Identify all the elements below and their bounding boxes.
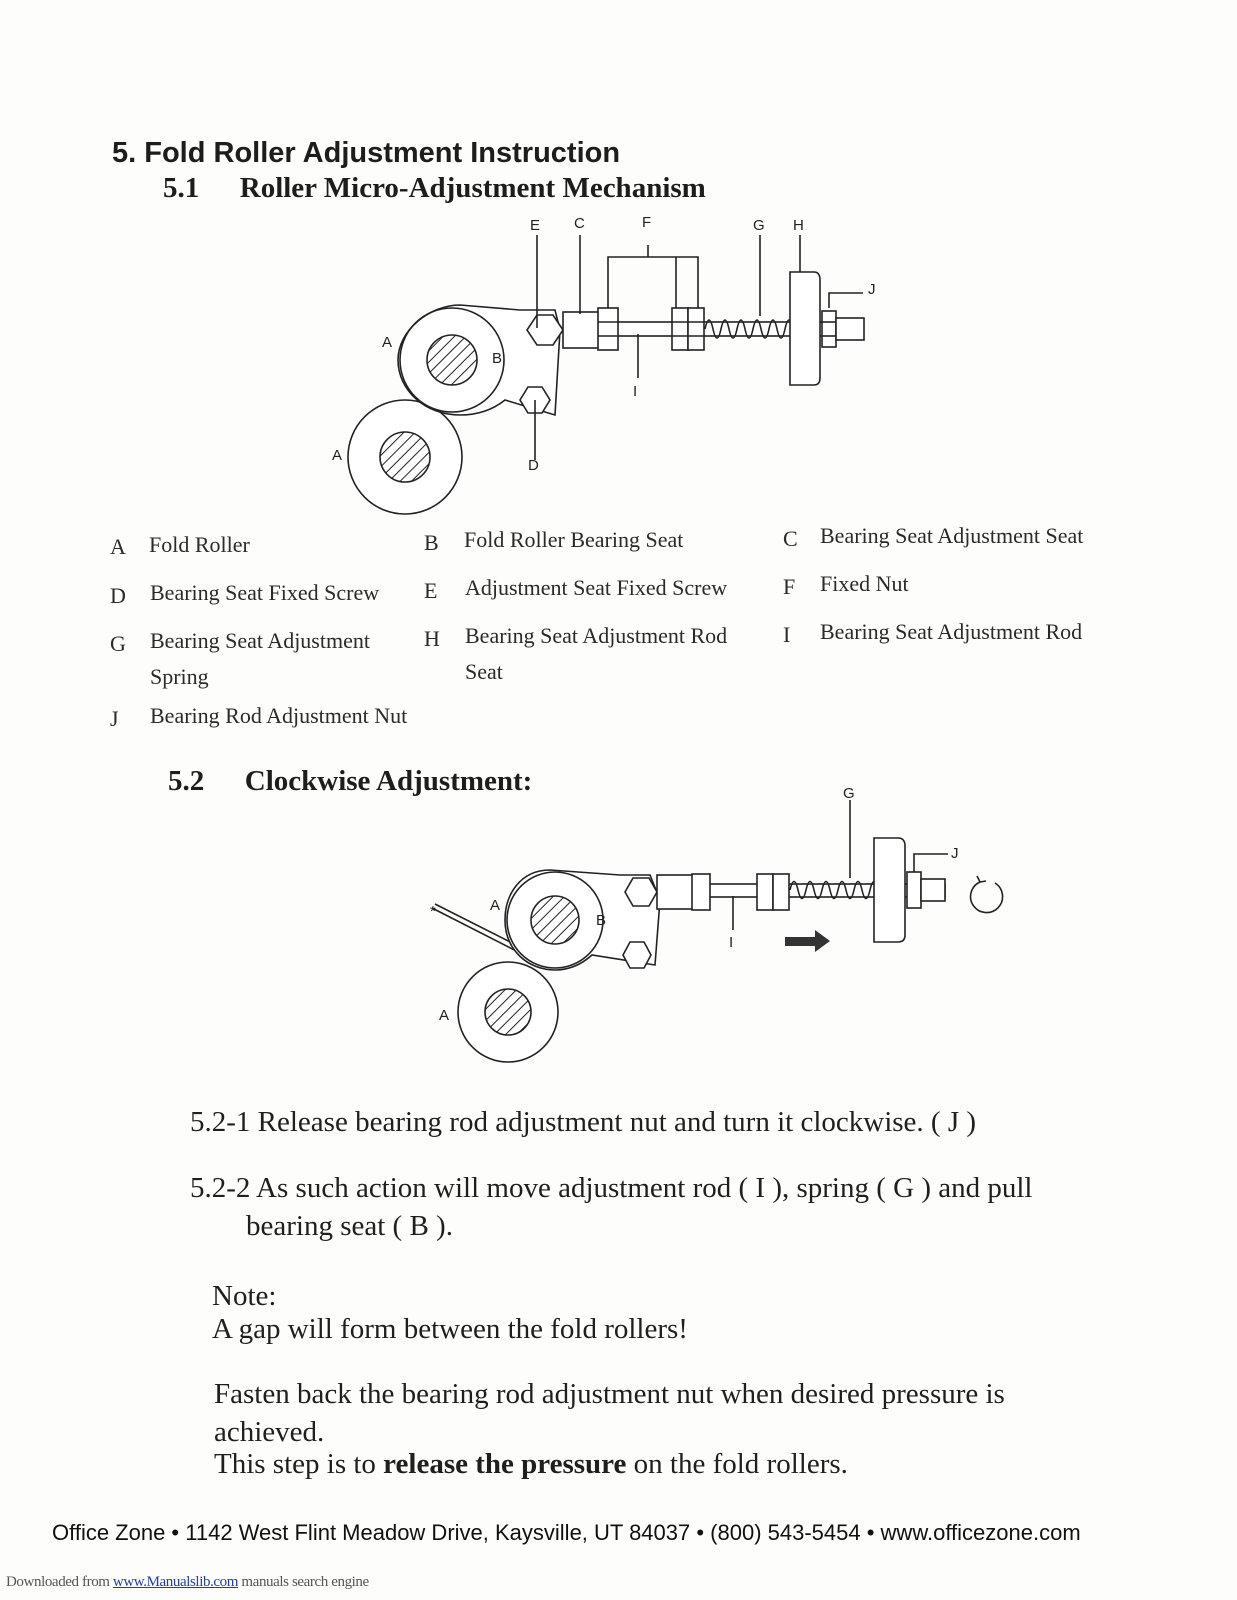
- asterisk-mark: *: [430, 903, 436, 920]
- section-title: 5. Fold Roller Adjustment Instruction: [112, 137, 621, 169]
- subsection-title: Clockwise Adjustment:: [244, 765, 533, 797]
- subsection-title: Roller Micro-Adjustment Mechanism: [239, 172, 706, 204]
- rod-seat-plate: [790, 272, 820, 385]
- step-5-2-2-line1: 5.2-2 As such action will move adjustment rod ( I ), spring ( G ) and pull: [190, 1172, 1033, 1204]
- note-label: Note:: [212, 1280, 277, 1312]
- fixed-nut-3: [688, 308, 704, 350]
- bearing-seat-fixed-screw: [623, 942, 651, 968]
- download-credit: Downloaded from www.Manualslib.com manuals search engine: [6, 1574, 369, 1590]
- note-line-4: This step is to release the pressure on the fold rollers.: [214, 1448, 848, 1480]
- subsection-number: 5.1: [163, 172, 200, 204]
- emphasis-release-pressure: release the pressure: [383, 1448, 627, 1480]
- label-A-upper: A: [382, 334, 393, 351]
- fixed-nut-3: [773, 874, 789, 910]
- lower-roller-shaft: [485, 989, 531, 1035]
- label-E: E: [530, 217, 541, 234]
- label-G: G: [753, 217, 765, 234]
- pull-direction-arrow-icon: [785, 930, 830, 952]
- fixed-nut-2: [672, 308, 688, 350]
- label-C: C: [574, 215, 585, 232]
- label-J: J: [951, 845, 959, 862]
- label-B: B: [492, 350, 503, 367]
- adjustment-seat-fixed-screw: [625, 878, 657, 906]
- upper-roller-shaft: [427, 335, 477, 385]
- fixed-nut-1: [692, 874, 710, 910]
- rod-end: [836, 318, 864, 340]
- label-A-lower: A: [332, 447, 343, 464]
- label-B: B: [596, 912, 607, 929]
- subsection-5-1-heading: [163, 172, 706, 205]
- label-D: D: [528, 457, 539, 474]
- note-line-2: Fasten back the bearing rod adjustment nut when desired pressure is: [214, 1378, 1005, 1410]
- manualslib-link[interactable]: www.Manualslib.com: [112, 1574, 239, 1590]
- label-G: G: [843, 785, 855, 802]
- rod-adjustment-nut: [822, 311, 836, 347]
- upper-roller-shaft: [531, 896, 579, 944]
- adjustment-seat: [563, 312, 603, 348]
- parts-legend: A Fold Roller B Fold Roller Bearing Seat C Bearing Seat Adjustment Seat D Bearing Seat Fixed Screw E Adjustment Seat Fixed Screw F Fixed Nut G Bearing Seat Adjustment Spring H Bearing Seat Adjustment Rod Seat I Bearing Seat Adjustment Rod J Bearing Rod Adjustment Nut: [110, 523, 1084, 731]
- fixed-nut-1: [598, 308, 618, 350]
- step-5-2-1: 5.2-1 Release bearing rod adjustment nut and turn it clockwise. ( J ): [190, 1106, 977, 1138]
- label-I: I: [633, 383, 638, 400]
- rod-adjustment-nut: [907, 872, 921, 908]
- label-A-upper: A: [490, 897, 501, 914]
- note-line-3: achieved.: [214, 1416, 325, 1448]
- label-F: F: [642, 214, 652, 231]
- rod-end: [921, 879, 945, 901]
- step-5-2-2-line2: bearing seat ( B ).: [246, 1210, 453, 1242]
- subsection-number: 5.2: [168, 765, 205, 797]
- adjustment-seat: [657, 875, 695, 909]
- fixed-nut-2: [757, 874, 773, 910]
- clockwise-rotation-icon: [971, 882, 1003, 913]
- rod-seat-plate: [874, 838, 905, 942]
- footer-address: Office Zone • 1142 West Flint Meadow Drive, Kaysville, UT 84037 • (800) 543-5454 • www.officezone.com: [52, 1520, 1081, 1545]
- diagram-micro-adjustment: [320, 210, 880, 520]
- note-line-1: A gap will form between the fold rollers!: [212, 1313, 688, 1345]
- diagram-clockwise-adjustment: [420, 780, 1020, 1070]
- label-H: H: [793, 217, 804, 234]
- label-I: I: [729, 934, 734, 951]
- label-A-lower: A: [439, 1007, 450, 1024]
- lower-roller-shaft: [380, 432, 430, 482]
- label-J: J: [868, 281, 876, 298]
